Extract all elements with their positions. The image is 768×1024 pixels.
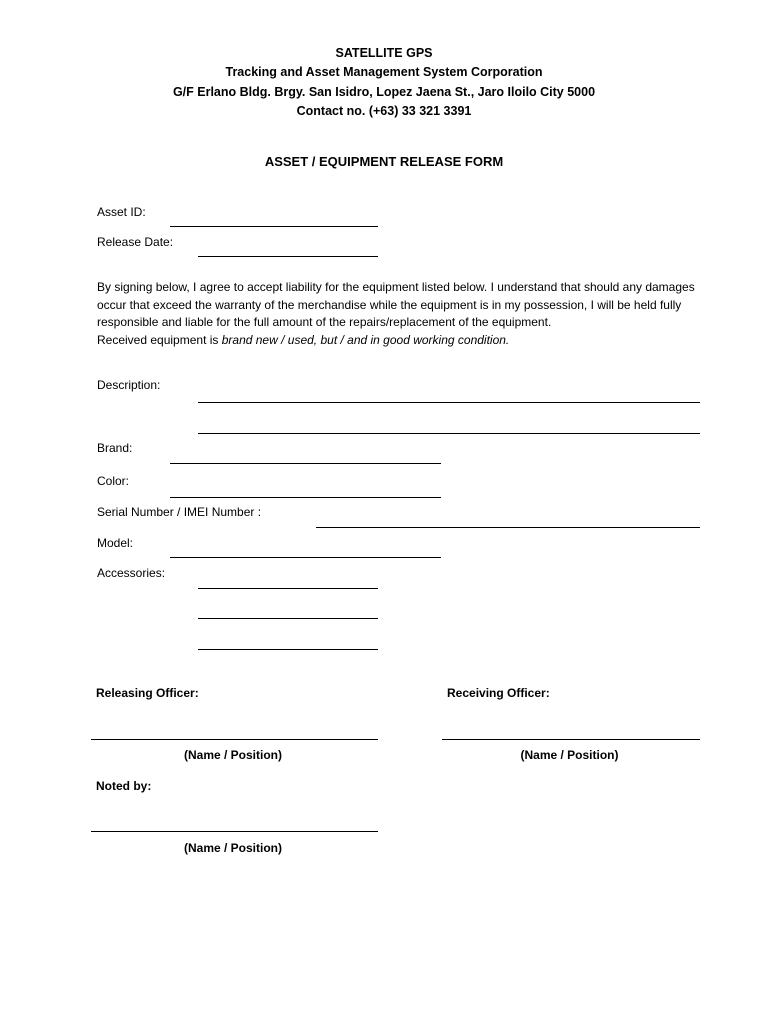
receiving-officer-label: Receiving Officer: — [447, 686, 550, 700]
accessories-label: Accessories: — [97, 566, 166, 580]
model-label: Model: — [97, 536, 134, 550]
releasing-name-position: (Name / Position) — [183, 748, 282, 762]
description-label: Description: — [97, 378, 161, 392]
brand-line[interactable] — [170, 463, 441, 464]
receiving-officer-signature-line[interactable] — [442, 739, 700, 740]
noted-by-label: Noted by: — [96, 779, 152, 793]
company-name: SATELLITE GPS — [335, 46, 433, 60]
description-line-1[interactable] — [198, 402, 700, 403]
company-address: G/F Erlano Bldg. Brgy. San Isidro, Lopez Jaena St., Jaro Iloilo City 5000 — [172, 85, 596, 99]
brand-label: Brand: — [97, 441, 133, 455]
serial-number-label: Serial Number / IMEI Number : — [97, 505, 262, 519]
color-line[interactable] — [170, 497, 441, 498]
form-title: ASSET / EQUIPMENT RELEASE FORM — [264, 154, 504, 169]
received-condition: brand new / used, but / and in good working condition. — [221, 332, 510, 347]
noted-name-position: (Name / Position) — [183, 841, 282, 855]
agreement-text: By signing below, I agree to accept liability for the equipment listed below. I understand that should any damages occur that exceed the warranty of the merchandise while the equipment is in my possession, I will be held fully responsible and liable for the full amount of the repairs/replacement of the equipment. — [97, 280, 695, 329]
noted-by-signature-line[interactable] — [91, 831, 378, 832]
agreement-paragraph — [97, 279, 707, 349]
model-line[interactable] — [170, 557, 441, 558]
company-full-name: Tracking and Asset Management System Corporation — [225, 65, 543, 79]
company-contact: Contact no. (+63) 33 321 3391 — [296, 104, 472, 118]
serial-number-line[interactable] — [316, 527, 700, 528]
accessories-line-3[interactable] — [198, 649, 378, 650]
releasing-officer-label: Releasing Officer: — [96, 686, 199, 700]
color-label: Color: — [97, 474, 130, 488]
release-date-label: Release Date: — [97, 235, 174, 249]
received-prefix: Received equipment is — [97, 332, 222, 347]
receiving-name-position: (Name / Position) — [520, 748, 619, 762]
release-date-line[interactable] — [198, 256, 378, 257]
accessories-line-1[interactable] — [198, 588, 378, 589]
asset-id-line[interactable] — [170, 226, 378, 227]
releasing-officer-signature-line[interactable] — [91, 739, 378, 740]
asset-id-label: Asset ID: — [97, 205, 146, 219]
description-line-2[interactable] — [198, 433, 700, 434]
accessories-line-2[interactable] — [198, 618, 378, 619]
